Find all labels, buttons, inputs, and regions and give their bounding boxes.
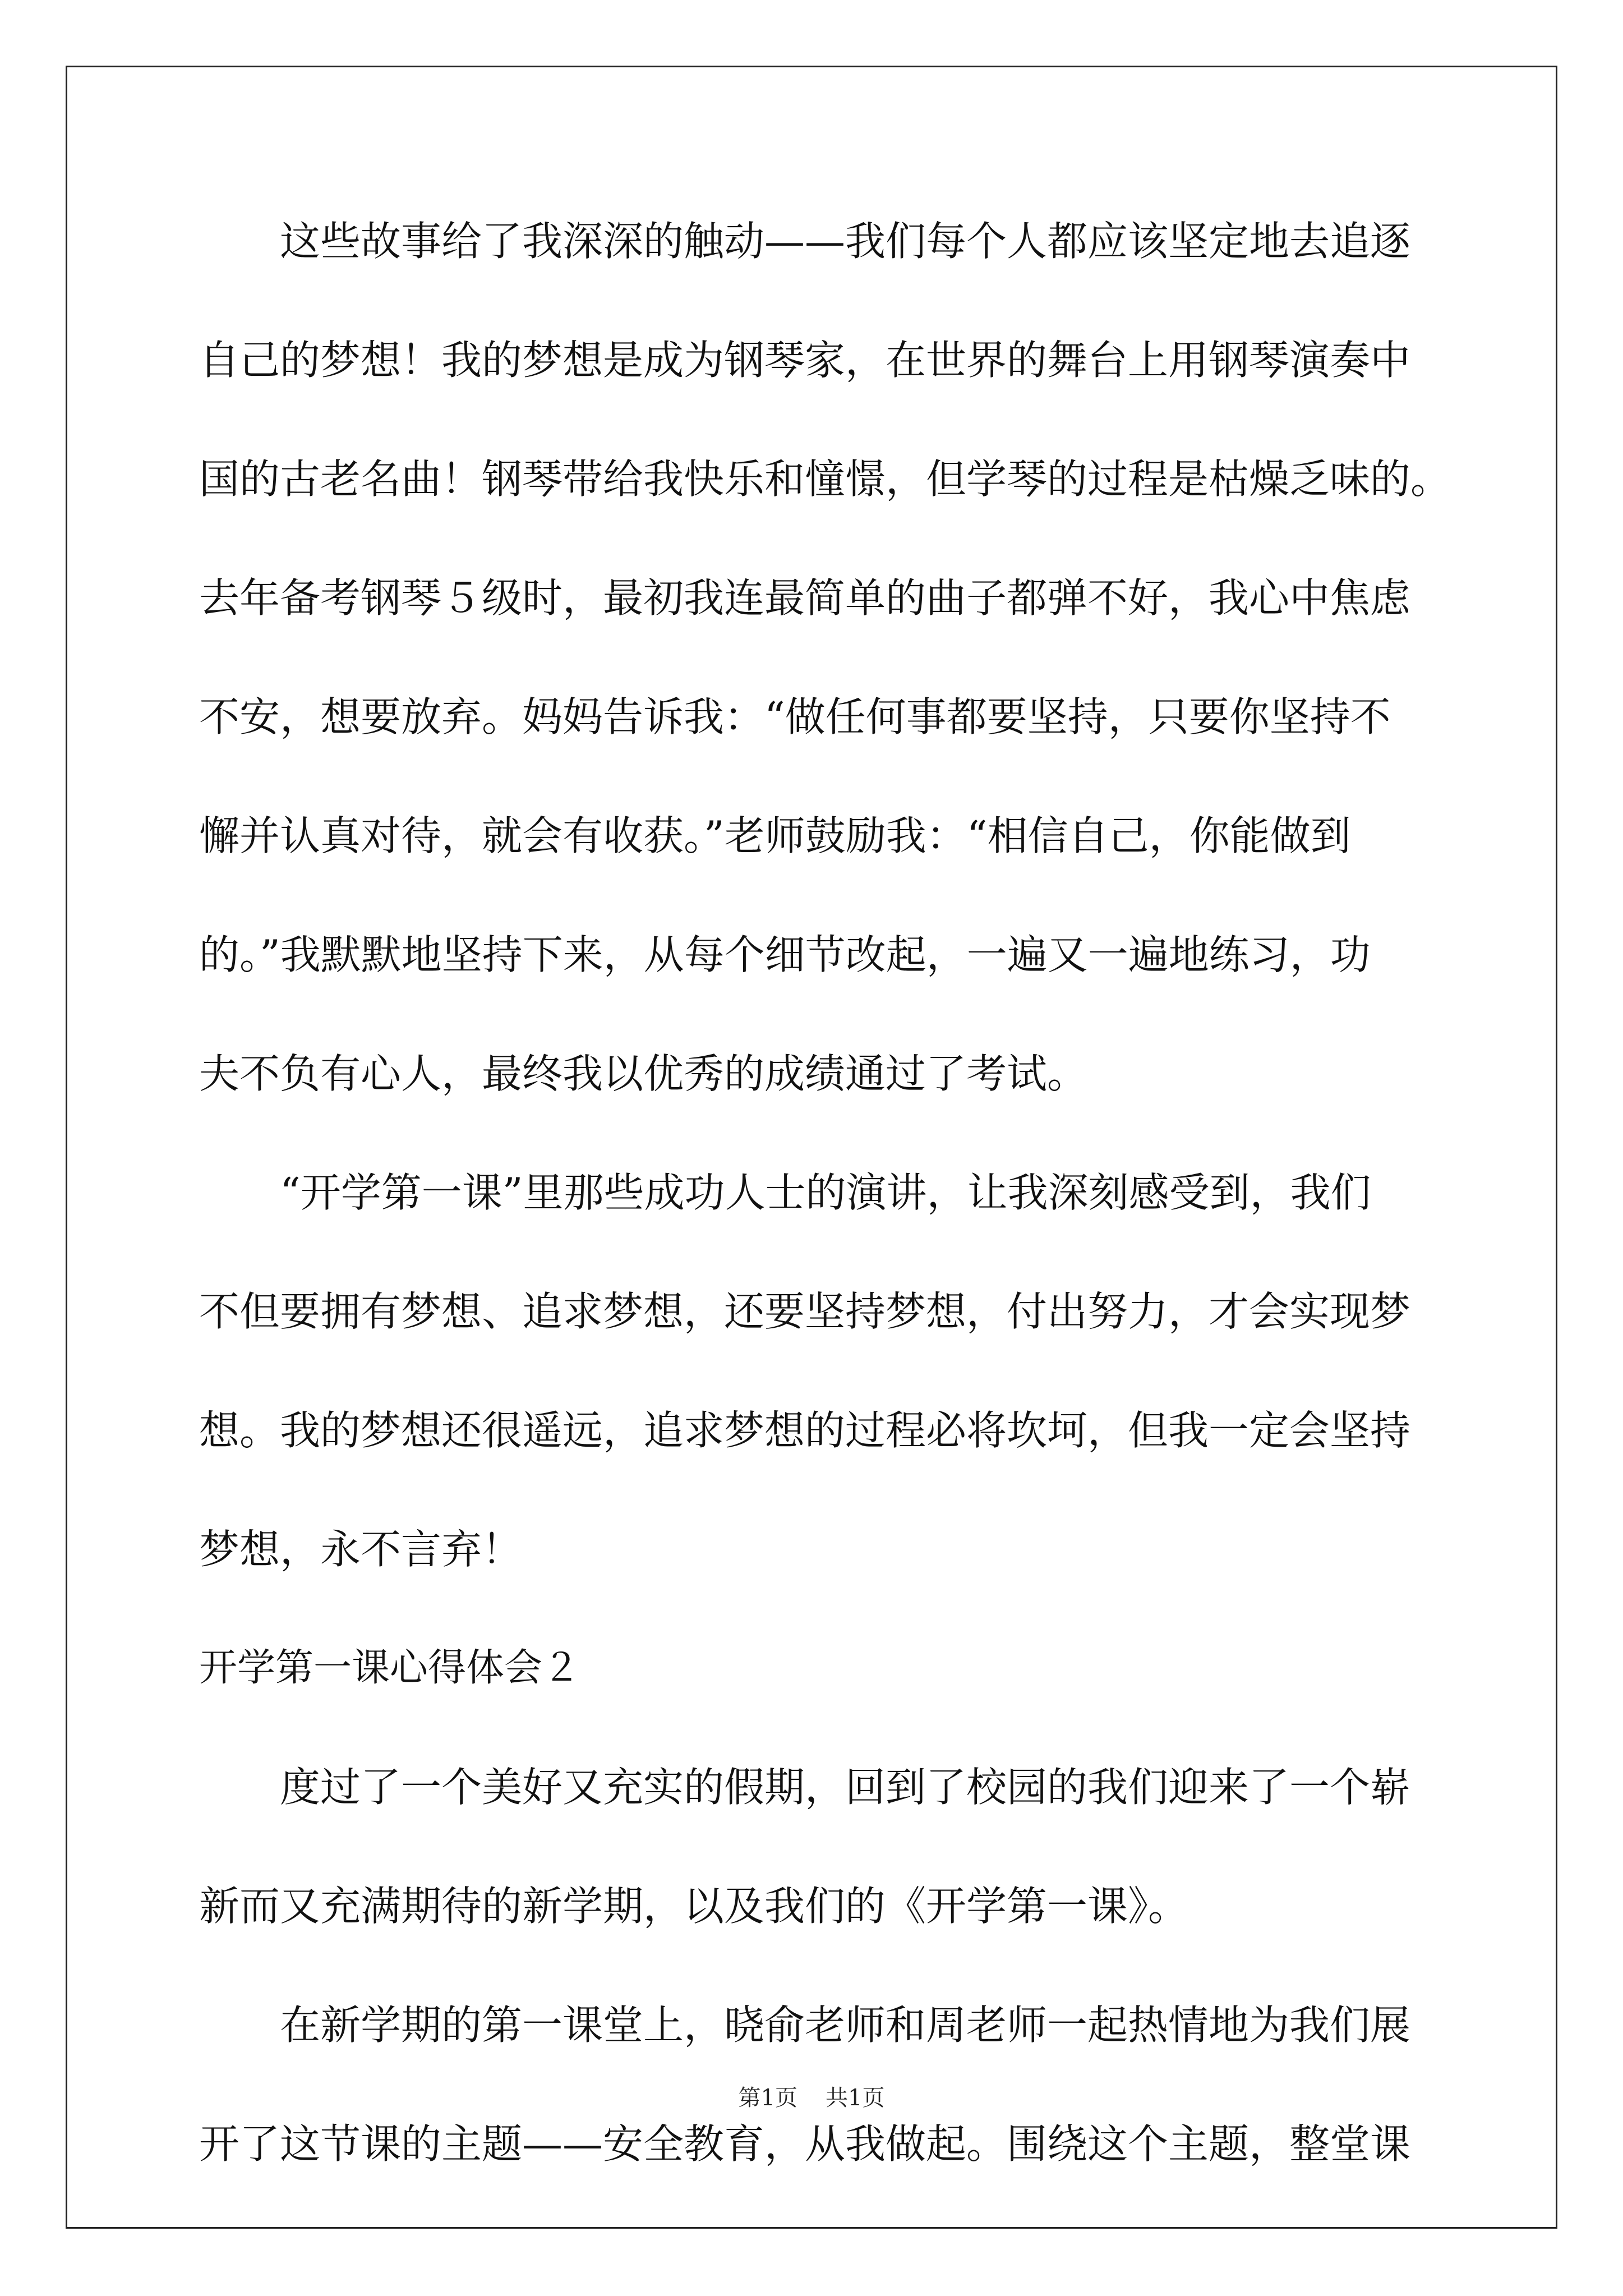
section-heading: 开学第一课心得体会２ — [199, 1646, 581, 1690]
page-footer — [0, 2082, 1623, 2114]
paragraph-line: 在新学期的第一课堂上，晓俞老师和周老师一起热情地为我们展 — [280, 2001, 1411, 2049]
paragraph-line: 新而又充满期待的新学期，以及我们的《开学第一课》。 — [199, 1883, 1189, 1930]
paragraph-line: 自己的梦想！我的梦想是成为钢琴家，在世界的舞台上用钢琴演奏中 — [199, 337, 1411, 384]
paragraph-line: 国的古老名曲！钢琴带给我快乐和憧憬，但学琴的过程是枯燥乏味的。 — [199, 455, 1451, 503]
page-total: 共1页 — [826, 2085, 885, 2111]
paragraph-line: “开学第一课”里那些成功人士的演讲，让我深刻感受到，我们 — [280, 1169, 1371, 1216]
paragraph-line: 梦想，永不言弃！ — [199, 1526, 523, 1573]
paragraph-line: 想。我的梦想还很遥远，追求梦想的过程必将坎坷，但我一定会坚持 — [199, 1407, 1411, 1454]
paragraph-line: 不安，想要放弃。妈妈告诉我：“做任何事都要坚持，只要你坚持不 — [199, 693, 1391, 740]
paragraph-line: 的。”我默默地坚持下来，从每个细节改起，一遍又一遍地练习，功 — [199, 931, 1371, 978]
paragraph-line: 去年备考钢琴５级时，最初我连最简单的曲子都弹不好，我心中焦虑 — [199, 574, 1411, 622]
paragraph-line: 开了这节课的主题——安全教育，从我做起。围绕这个主题，整堂课 — [199, 2120, 1411, 2168]
paragraph-line: 这些故事给了我深深的触动——我们每个人都应该坚定地去追逐 — [280, 218, 1411, 265]
paragraph-line: 度过了一个美好又充实的假期，回到了校园的我们迎来了一个崭 — [280, 1764, 1411, 1811]
page-number: 第1页 — [738, 2085, 797, 2111]
paragraph-line: 懈并认真对待，就会有收获。”老师鼓励我：“相信自己，你能做到 — [199, 812, 1351, 859]
paragraph-line: 不但要拥有梦想、追求梦想，还要坚持梦想，付出努力，才会实现梦 — [199, 1288, 1411, 1335]
paragraph-line: 夫不负有心人，最终我以优秀的成绩通过了考试。 — [199, 1050, 1088, 1097]
